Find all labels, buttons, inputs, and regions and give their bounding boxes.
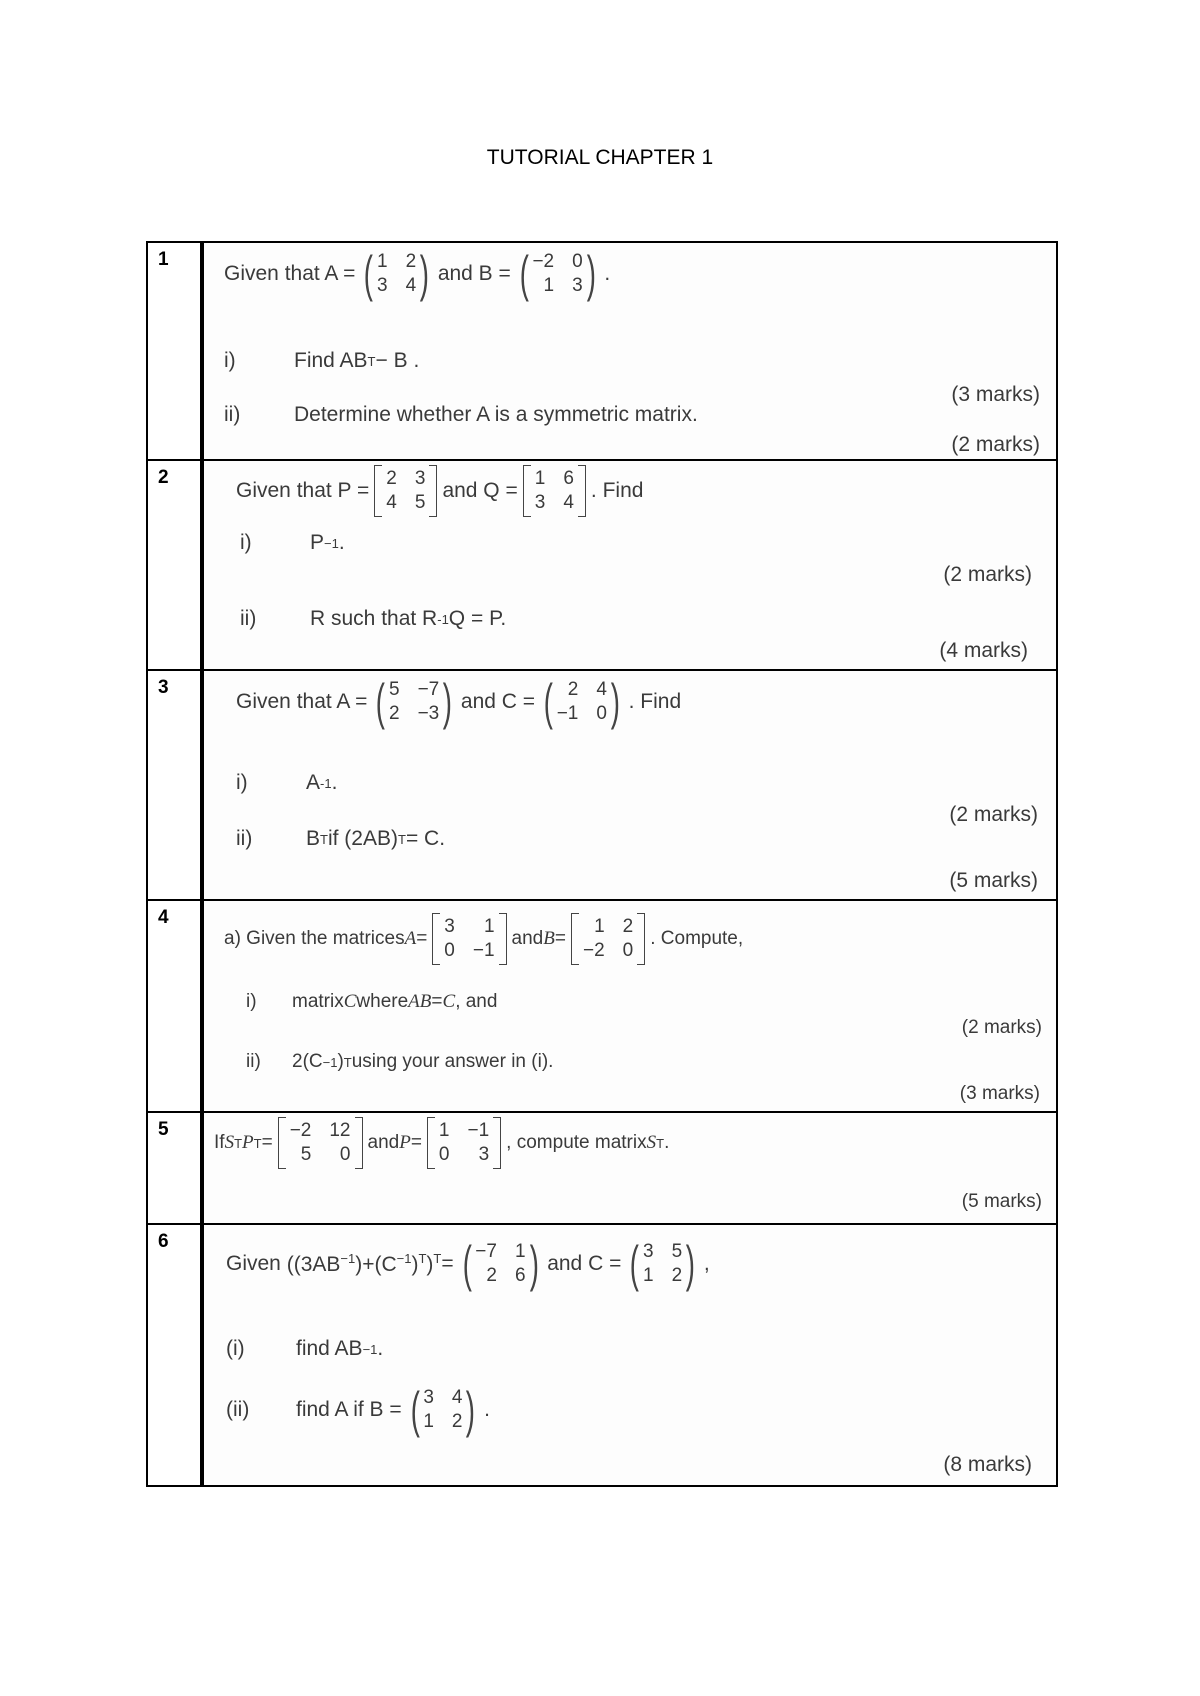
question-part: i) A -1 . — [236, 771, 338, 794]
question-part: ii) 2(C −1 ) T using your answer in (i). — [246, 1051, 554, 1072]
question-number: 5 — [147, 1112, 202, 1224]
matrix-B: 1 2 −2 0 — [571, 913, 645, 965]
matrix-C: ( 3 5 1 2 ) — [630, 1236, 696, 1292]
question-part: i) Find AB T − B . — [224, 349, 420, 372]
matrix-B: ( 3 4 1 2 ) — [410, 1382, 476, 1438]
question-part: ii) B T if (2AB) T = C. — [236, 827, 446, 850]
matrix-B: ( −2 0 1 3 ) — [519, 246, 596, 302]
matrix-C: ( 2 4 −1 0 ) — [543, 674, 620, 730]
question-row — [147, 1112, 1057, 1224]
page-title: TUTORIAL CHAPTER 1 — [486, 146, 714, 169]
marks-label: (3 marks) — [951, 383, 1040, 406]
question-part: ii) R such that R -1 Q = P. — [240, 607, 507, 630]
matrix-A: 3 1 0 −1 — [432, 913, 506, 965]
question-number: 3 — [147, 670, 202, 900]
question-row — [147, 900, 1057, 1112]
question-part: (i) find AB −1 . — [226, 1337, 384, 1360]
question-row — [147, 670, 1057, 900]
matrix-STPT: −2 12 5 0 — [278, 1117, 363, 1169]
question-body — [202, 900, 1057, 1112]
question-number: 6 — [147, 1224, 202, 1486]
matrix-A: ( 1 2 3 4 ) — [364, 246, 430, 302]
marks-label: (8 marks) — [943, 1453, 1032, 1476]
marks-label: (2 marks) — [943, 563, 1032, 586]
matrix-result: ( −7 1 2 6 ) — [462, 1236, 539, 1292]
question-part: ii) Determine whether A is a symmetric matrix. — [224, 403, 698, 426]
question-part: i) matrix C where AB = C , and — [246, 991, 498, 1012]
marks-label: (5 marks) — [949, 869, 1038, 892]
matrix-P: 1 −1 0 3 — [427, 1117, 501, 1169]
marks-label: (2 marks) — [961, 1017, 1042, 1038]
question-body — [202, 1224, 1057, 1486]
question-intro: If S T P T = −2 12 5 0 and P = 1 −1 0 3 , compute matrix S T . — [214, 1117, 669, 1169]
marks-label: (3 marks) — [959, 1083, 1040, 1104]
question-intro: Given $((3AB^{-1})+(C^{-1})^T)^T$ = ( −7 1 2 6 ) and C = ( 3 5 1 2 ) , — [226, 1236, 710, 1292]
matrix-A: ( 5 −7 2 −3 ) — [376, 674, 453, 730]
marks-label: (2 marks) — [951, 433, 1040, 456]
question-row — [147, 460, 1057, 670]
question-row — [147, 1224, 1057, 1486]
marks-label: (2 marks) — [949, 803, 1038, 826]
expression: $((3AB^{-1})+(C^{-1})^T)^T$ — [286, 1251, 442, 1276]
question-row — [147, 242, 1057, 460]
questions-table — [146, 241, 1058, 1487]
matrix-P: 2 3 4 5 — [374, 465, 437, 517]
question-part: (ii) find A if B = ( 3 4 1 2 ) . — [226, 1382, 490, 1438]
question-number: 1 — [147, 242, 202, 460]
question-intro: Given that A = ( 1 2 3 4 ) and B = ( −2 0 1 3 ) . — [224, 246, 611, 302]
question-number: 2 — [147, 460, 202, 670]
marks-label: (5 marks) — [961, 1191, 1042, 1212]
question-intro: a) Given the matrices A = 3 1 0 −1 and B = 1 2 −2 0 . Compute, — [224, 913, 743, 965]
matrix-Q: 1 6 3 4 — [523, 465, 586, 517]
question-part: i) P −1 . — [240, 531, 345, 554]
question-intro: Given that A = ( 5 −7 2 −3 ) and C = ( 2 4 −1 0 ) . Find — [236, 674, 682, 730]
question-number: 4 — [147, 900, 202, 1112]
marks-label: (4 marks) — [939, 639, 1028, 662]
question-intro: Given that P = 2 3 4 5 and Q = 1 6 3 4 . Find — [236, 465, 643, 517]
question-body — [202, 1112, 1057, 1224]
question-body — [202, 670, 1057, 900]
question-body — [202, 242, 1057, 460]
question-body — [202, 460, 1057, 670]
